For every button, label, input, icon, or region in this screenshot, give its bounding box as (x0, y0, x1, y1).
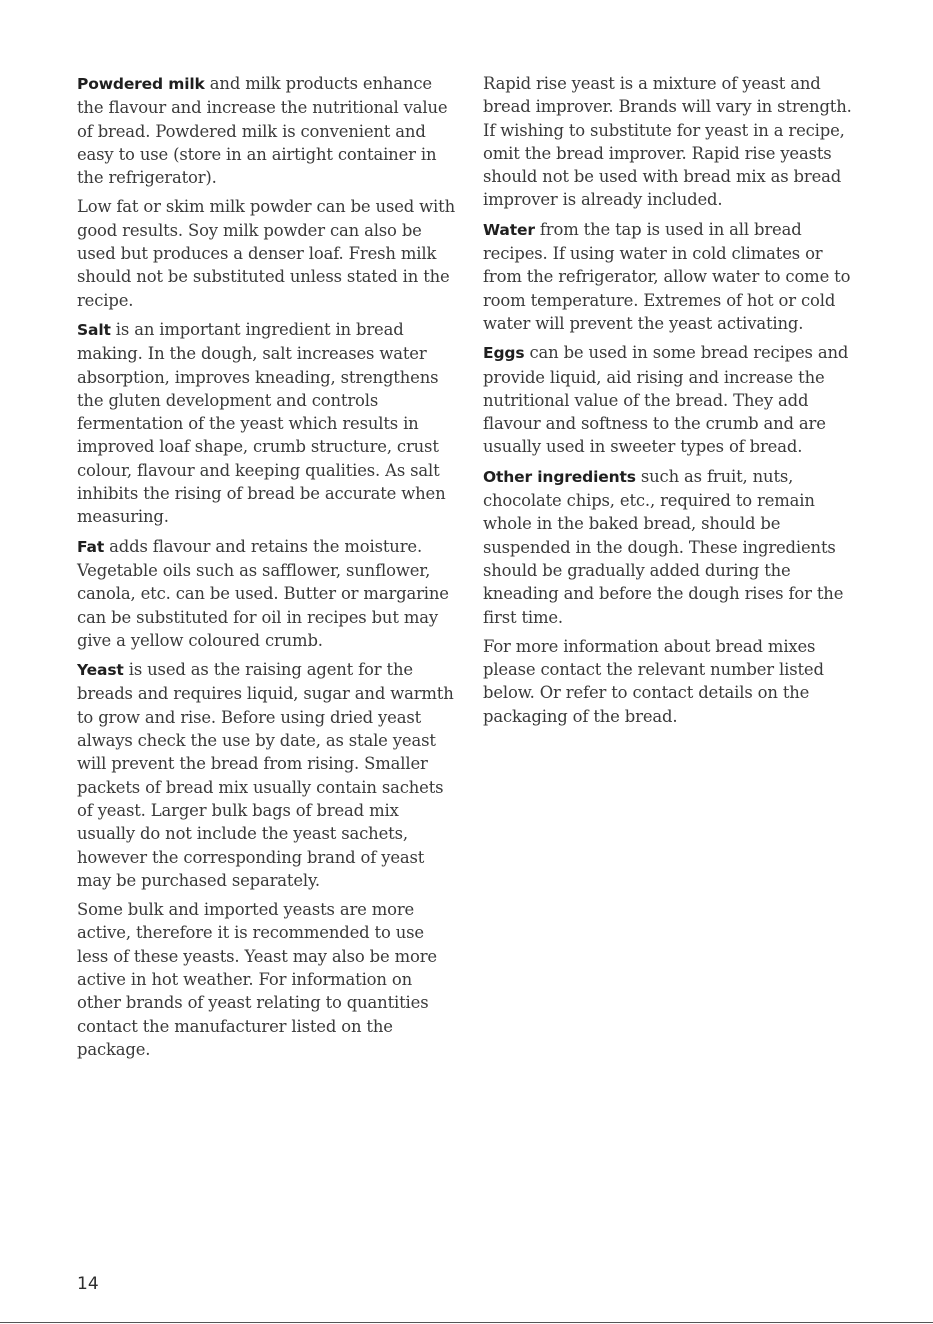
term-other-ingredients: Other ingredients (483, 467, 636, 486)
right-column (483, 72, 863, 734)
paragraph-powdered-milk (77, 72, 457, 189)
paragraph-text: can be used in some bread recipes and provide liquid, aid rising and increase the nutritional value of the bread. They add flavour and softness to the crumb and are usually used in sweeter types of bread. (483, 343, 849, 457)
paragraph-text: from the tap is used in all bread recipes. If using water in cold climates or from the refrigerator, allow water to come to room temperature. Extremes of hot or cold water will prevent the yeast activating. (483, 219, 851, 333)
paragraph-eggs (483, 341, 863, 458)
bottom-rule (0, 1322, 933, 1323)
paragraph-text: Rapid rise yeast is a mixture of yeast and bread improver. Brands will vary in strength. If wishing to substitute for yeast in a recipe, omit the bread improver. Rapid rise yeasts should not be used with bread mix as bread improver is already included. (483, 74, 852, 210)
term-water: Water (483, 220, 535, 239)
paragraph-text: Some bulk and imported yeasts are more active, therefore it is recommended to use less of these yeasts. Yeast may also be more active in hot weather. For information on other brands of yeast relating to quantities contact the manufacturer listed on the package. (77, 900, 437, 1059)
paragraph-bulk-yeasts (77, 898, 457, 1061)
paragraph-fat (77, 535, 457, 652)
paragraph-text: is an important ingredient in bread making. In the dough, salt increases water absorption, improves kneading, strengthens the gluten development and controls fermentation of the yeast which results in improved loaf shape, crumb structure, crust colour, flavour and keeping qualities. As salt inhibits the rising of bread be accurate when measuring. (77, 319, 446, 527)
term-salt: Salt (77, 320, 111, 339)
term-powdered-milk: Powdered milk (77, 75, 205, 93)
paragraph-salt (77, 318, 457, 529)
paragraph-rapid-rise-yeast (483, 72, 863, 212)
term-yeast: Yeast (77, 661, 124, 680)
term-fat: Fat (77, 537, 105, 556)
paragraph-text: Low fat or skim milk powder can be used with good results. Soy milk powder can also be used but produces a denser loaf. Fresh milk should not be substituted unless stated in the recipe. (77, 197, 455, 310)
paragraph-milk-powder (77, 195, 457, 311)
paragraph-water (483, 218, 863, 335)
paragraph-text: For more information about bread mixes please contact the relevant number listed below. Or refer to contact details on the packaging of the bread. (483, 636, 824, 726)
term-eggs: Eggs (483, 344, 525, 363)
paragraph-text: adds flavour and retains the moisture. Vegetable oils such as safflower, sunflower, canola, etc. can be used. Butter or margarine can be substituted for oil in recipes but may give a yellow coloured crumb. (77, 536, 449, 650)
paragraph-yeast (77, 658, 457, 892)
paragraph-more-information (483, 635, 863, 728)
paragraph-other-ingredients (483, 465, 863, 629)
paragraph-text: such as fruit, nuts, chocolate chips, etc., required to remain whole in the baked bread, should be suspended in the dough. These ingredients should be gradually added during the kneading and before the dough rises for the first time. (483, 466, 844, 627)
page-number: 14 (77, 1274, 99, 1294)
paragraph-text: is used as the raising agent for the breads and requires liquid, sugar and warmth to grow and rise. Before using dried yeast always check the use by date, as stale yeast will prevent the bread from rising. Smaller packets of bread mix usually contain sachets of yeast. Larger bulk bags of bread mix usually do not include the yeast sachets, however the corresponding brand of yeast may be purchased separately. (77, 660, 454, 890)
left-column (77, 72, 457, 1067)
paragraph-text: and milk products enhance the flavour and increase the nutritional value of bread. Powdered milk is convenient and easy to use (store in an airtight container in the refrigerator). (77, 74, 448, 188)
